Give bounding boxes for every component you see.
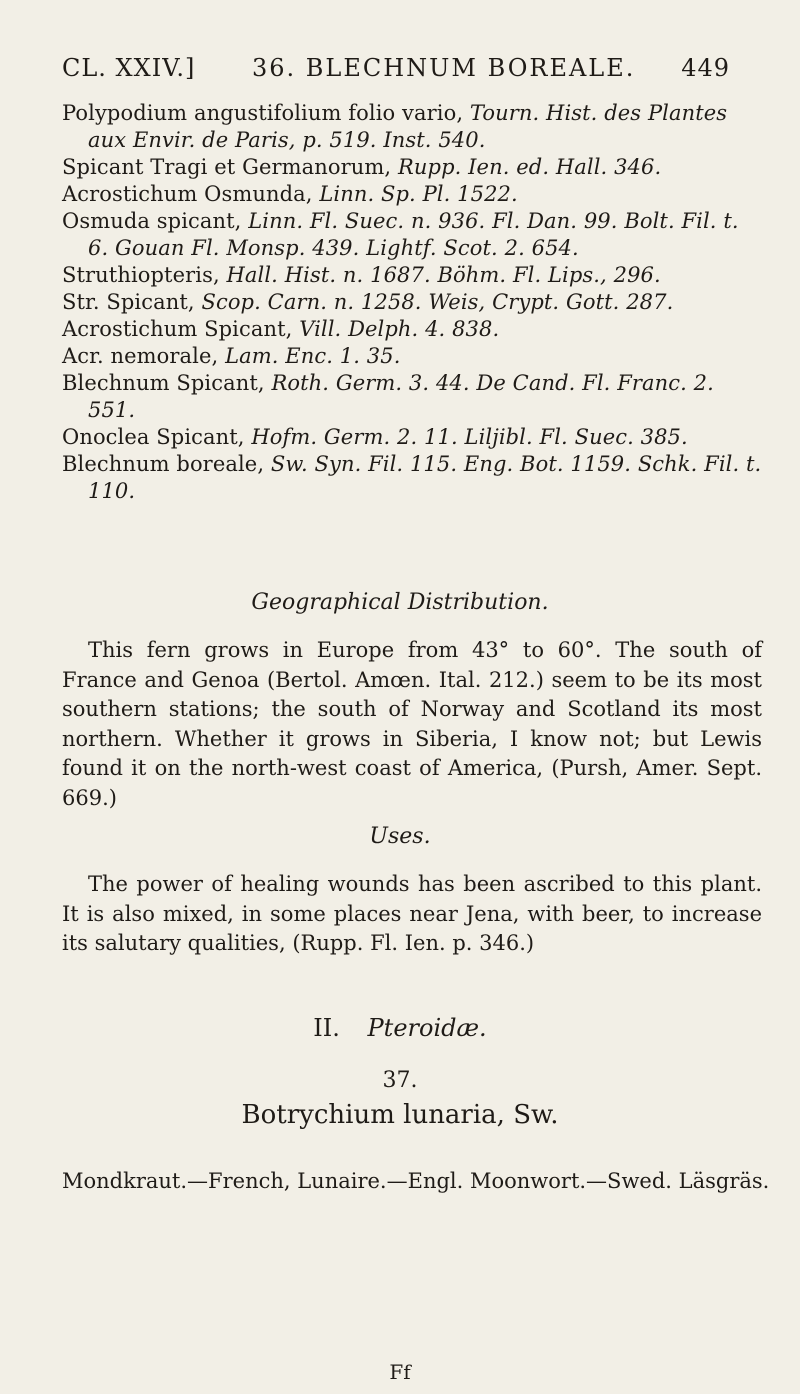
subsection-name: Pteroidæ.	[367, 1014, 487, 1042]
synonym-entry	[62, 262, 762, 289]
subsection-heading	[0, 1014, 800, 1042]
synonym-name: Spicant Tragi et Germanorum,	[62, 155, 392, 179]
synonym-name: Acrostichum Osmunda,	[62, 182, 313, 206]
synonym-reference: Vill. Delph. 4. 838.	[299, 317, 500, 341]
uses-text: The power of healing wounds has been ascribed to this plant. It is also mixed, in some places near Jena, with beer, to increase its salutary qualities, (Rupp. Fl. Ien. p. 346.)	[62, 872, 762, 955]
synonym-name: Blechnum Spicant,	[62, 371, 265, 395]
synonym-entry	[62, 451, 762, 505]
vernacular-names: Mondkraut.—French, Lunaire.—Engl. Moonwort.—Swed. Läsgräs.	[62, 1169, 770, 1193]
synonym-entry	[62, 181, 762, 208]
page-number: 449	[681, 54, 730, 82]
synonym-reference: Scop. Carn. n. 1258. Weis, Crypt. Gott. 287.	[201, 290, 674, 314]
synonym-reference: Linn. Sp. Pl. 1522.	[319, 182, 518, 206]
species-name: Botrychium lunaria, Sw.	[241, 1100, 559, 1130]
running-header	[62, 54, 730, 94]
synonym-reference: Hofm. Germ. 2. 11. Liljibl. Fl. Suec. 385.	[251, 425, 688, 449]
synonym-entry	[62, 208, 762, 262]
synonym-reference: Rupp. Ien. ed. Hall. 346.	[397, 155, 662, 179]
synonym-name: Onoclea Spicant,	[62, 425, 245, 449]
synonym-entry	[62, 343, 762, 370]
synonym-reference: Linn. Fl. Suec. n. 936. Fl. Dan. 99. Bolt. Fil. t. 6. Gouan Fl. Monsp. 439. Lightf. Scot. 2. 654.	[88, 209, 739, 260]
synonym-reference: Lam. Enc. 1. 35.	[225, 344, 401, 368]
synonym-name: Acr. nemorale,	[62, 344, 219, 368]
synonym-reference: Sw. Syn. Fil. 115. Eng. Bot. 1159. Schk. Fil. t. 110.	[88, 452, 762, 503]
synonym-reference: Roth. Germ. 3. 44. De Cand. Fl. Franc. 2. 551.	[88, 371, 714, 422]
synonym-name: Blechnum boreale,	[62, 452, 265, 476]
synonym-reference: Tourn. Hist. des Plantes aux Envir. de Paris, p. 519. Inst. 540.	[88, 101, 728, 152]
synonym-name: Polypodium angustifolium folio vario,	[62, 101, 464, 125]
synonym-name: Struthiopteris,	[62, 263, 220, 287]
class-reference: CL. XXIV.]	[62, 54, 196, 82]
synonym-entry	[62, 289, 762, 316]
synonym-name: Acrostichum Spicant,	[62, 317, 293, 341]
synonym-entry	[62, 154, 762, 181]
synonym-entry	[62, 100, 762, 154]
running-title: 36. BLECHNUM BOREALE.	[252, 54, 636, 82]
geographical-distribution-heading: Geographical Distribution.	[251, 590, 549, 615]
species-number: 37.	[382, 1068, 418, 1093]
synonym-entry	[62, 370, 762, 424]
synonym-entry	[62, 424, 762, 451]
synonym-reference: Hall. Hist. n. 1687. Böhm. Fl. Lips., 296.	[226, 263, 661, 287]
subsection-roman: II.	[313, 1014, 340, 1042]
geographical-distribution-text: This fern grows in Europe from 43° to 60°. The south of France and Genoa (Bertol. Amœn. Ital. 212.) seem to be its most southern stations; the south of Norway and Scotland its most northern. Whether it grows in Siberia, I know not; but Lewis found it on the north-west coast of America, (Pursh, Amer. Sept. 669.)	[62, 638, 762, 810]
synonym-name: Osmuda spicant,	[62, 209, 242, 233]
synonym-list	[62, 100, 762, 505]
printer-signature: Ff	[389, 1360, 411, 1384]
synonym-entry	[62, 316, 762, 343]
uses-heading: Uses.	[369, 824, 431, 849]
synonym-name: Str. Spicant,	[62, 290, 195, 314]
